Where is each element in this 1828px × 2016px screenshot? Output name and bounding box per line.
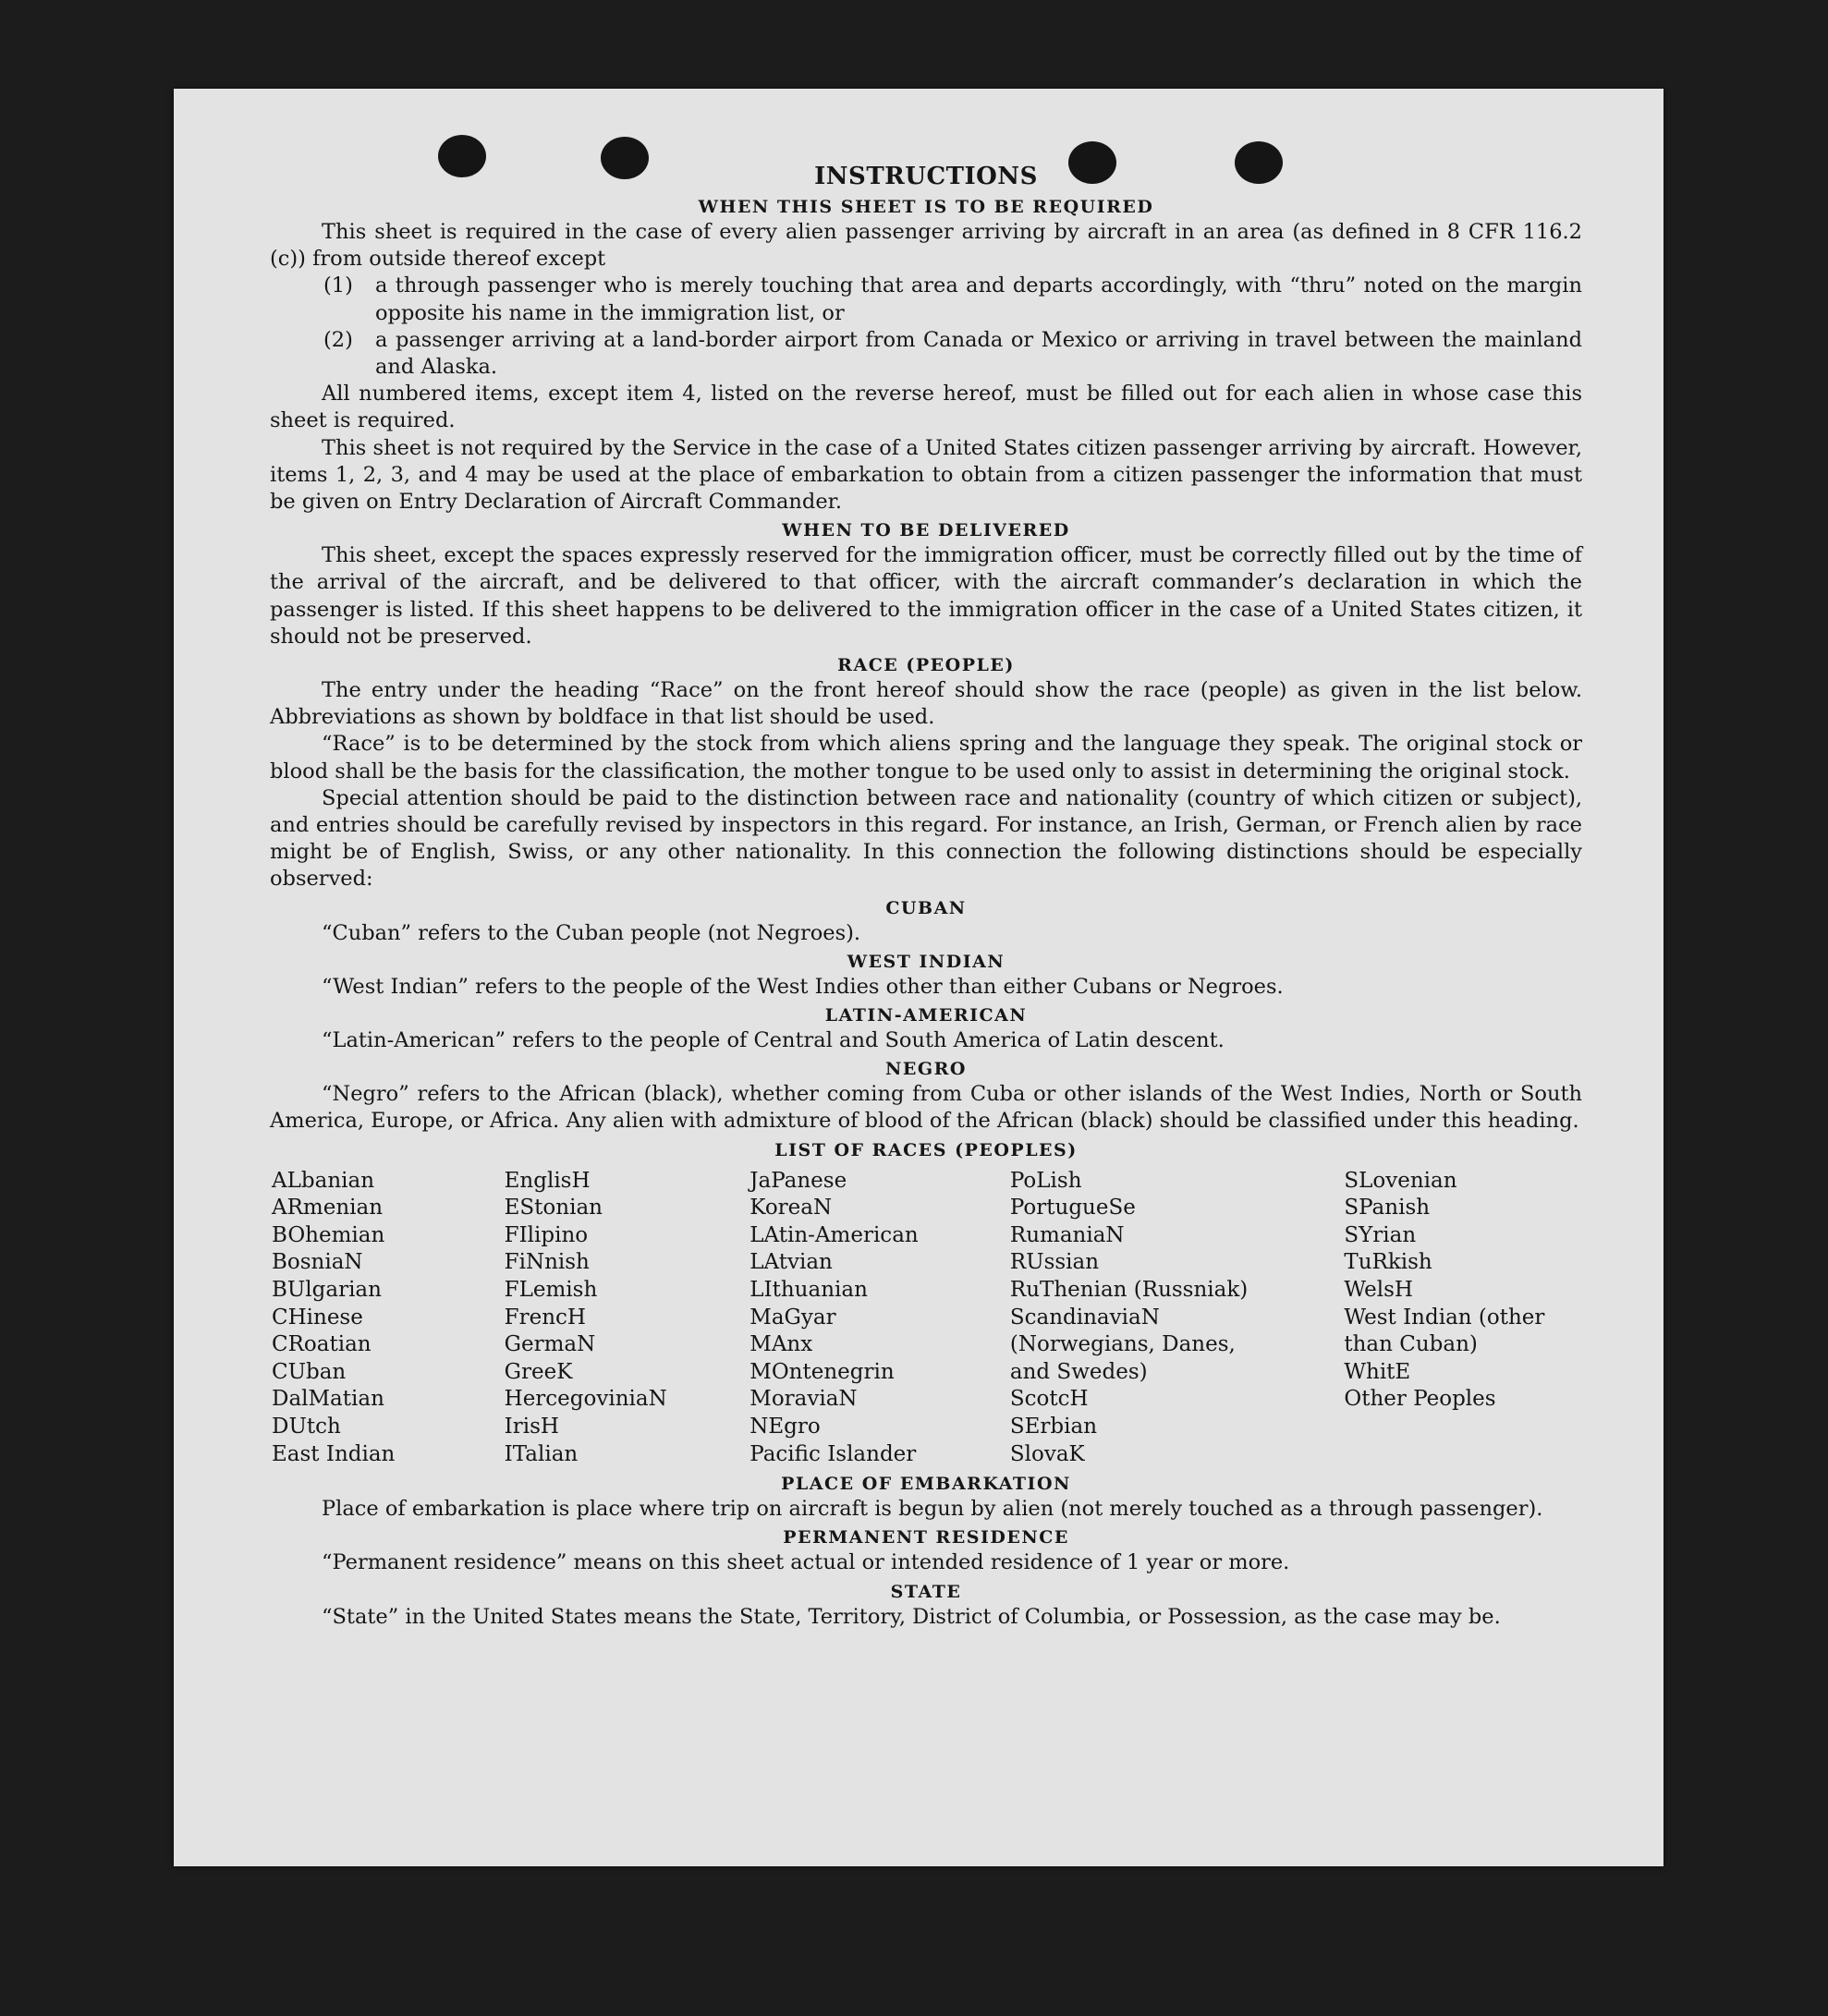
race-entry: TuRkish — [1344, 1250, 1432, 1275]
exception-item — [323, 327, 1582, 381]
race-entry: GreeK — [504, 1359, 573, 1384]
race-entry: BOhemian — [272, 1222, 385, 1247]
paragraph: “Negro” refers to the African (black), whether coming from Cuba or other islands of the West Indies, North or South America, Europe, or Africa. Any alien with admixture of blood of the African (black) should be classified under this heading. — [270, 1082, 1582, 1134]
race-entry: DalMatian — [272, 1387, 384, 1412]
race-entry: GermaN — [504, 1332, 596, 1357]
race-entry: SlovaK — [1009, 1441, 1085, 1466]
race-entry: HercegoviniaN — [504, 1387, 667, 1412]
race-entry: East Indian — [272, 1441, 396, 1466]
paragraph: This sheet, except the spaces expressly reserved for the immigration officer, must be correctly filled out by the time of the arrival of the aircraft, and be delivered to that officer, with the aircraft commander’s declaration in which the passenger is listed. If this sheet happens to be delivered to the immigration officer in the case of a United States citizen, it should not be preserved. — [270, 543, 1582, 649]
race-entry: BosniaN — [272, 1250, 363, 1275]
race-entry: RUssian — [1009, 1250, 1100, 1275]
race-entry: WhitE — [1344, 1359, 1411, 1384]
race-entry: PoLish — [1009, 1168, 1082, 1193]
paragraph: “West Indian” refers to the people of the West Indies other than either Cubans or Negroes. — [322, 974, 1284, 999]
section-heading-when-required: WHEN THIS SHEET IS TO BE REQUIRED — [698, 197, 1154, 217]
race-entry: West Indian (other than Cuban) — [1344, 1305, 1545, 1357]
section-heading-cuban: CUBAN — [885, 897, 967, 918]
race-entry: ARmenian — [272, 1196, 384, 1221]
race-entry: JaPanese — [749, 1168, 847, 1193]
paragraph: Place of embarkation is place where trip on aircraft is begun by alien (not merely touched as a through passenger). — [322, 1497, 1543, 1522]
race-column — [272, 1168, 505, 1469]
race-entry: LIthuanian — [749, 1278, 868, 1303]
section-heading-residence: PERMANENT RESIDENCE — [783, 1527, 1069, 1548]
race-column — [749, 1168, 1010, 1469]
race-column — [1010, 1168, 1344, 1469]
race-entry: PortugueSe — [1009, 1196, 1136, 1221]
race-entry: LAtin-American — [749, 1222, 919, 1247]
paragraph: The entry under the heading “Race” on the front hereof should show the race (people) as given in the list below. Abbreviations as shown by boldface in that list should be used. — [270, 678, 1582, 730]
section-heading-negro: NEGRO — [885, 1059, 967, 1080]
race-column — [505, 1168, 750, 1469]
instructions-content — [270, 161, 1582, 1631]
paragraph: “Latin-American” refers to the people of Central and South America of Latin descent. — [322, 1028, 1225, 1053]
race-entry: BUlgarian — [272, 1278, 382, 1303]
race-entry: SErbian — [1009, 1415, 1098, 1439]
race-entry: ScandinaviaN (Norwegians, Danes, and Swedes) — [1009, 1305, 1236, 1384]
race-entry: MAnx — [749, 1332, 813, 1357]
item-number: (2) — [323, 327, 353, 352]
paragraph: This sheet is required in the case of every alien passenger arriving by aircraft in an area (as defined in 8 CFR 116.2 (c)) from outside thereof except — [270, 220, 1582, 272]
race-entry: FLemish — [504, 1278, 598, 1303]
race-entry: IrisH — [504, 1415, 559, 1439]
section-heading-race: RACE (PEOPLE) — [837, 655, 1015, 676]
paragraph: “State” in the United States means the State, Territory, District of Columbia, or Possession, as the case may be. — [322, 1604, 1501, 1629]
section-heading-list-of-races: LIST OF RACES (PEOPLES) — [774, 1139, 1078, 1160]
race-entry: FiNnish — [504, 1250, 590, 1275]
race-entry: SYrian — [1344, 1222, 1417, 1247]
race-entry: MaGyar — [749, 1305, 836, 1330]
page-title: INSTRUCTIONS — [814, 163, 1038, 190]
race-entry: ITalian — [504, 1441, 579, 1466]
paragraph: “Race” is to be determined by the stock from which aliens spring and the language they speak. The original stock or blood shall be the basis for the classification, the mother tongue to be used only to assist in determining the original stock. — [270, 732, 1582, 783]
race-entry: EStonian — [504, 1196, 603, 1221]
item-text: a passenger arriving at a land-border airport from Canada or Mexico or arriving in travel between the mainland and Alaska. — [375, 327, 1582, 380]
race-entry: SPanish — [1344, 1196, 1431, 1221]
race-entry: CRoatian — [272, 1332, 372, 1357]
race-entry: FIlipino — [504, 1222, 589, 1247]
race-entry: FrencH — [504, 1305, 586, 1330]
section-heading-embarkation: PLACE OF EMBARKATION — [781, 1474, 1071, 1495]
race-entry: Pacific Islander — [749, 1441, 917, 1466]
section-heading-state: STATE — [890, 1581, 962, 1602]
race-entry: ScotcH — [1009, 1387, 1089, 1412]
race-entry: Other Peoples — [1344, 1387, 1496, 1412]
race-list — [272, 1168, 1582, 1469]
race-entry: RuThenian (Russniak) — [1009, 1278, 1249, 1303]
race-entry: DUtch — [272, 1415, 341, 1439]
exception-item — [323, 273, 1582, 326]
race-entry: CUban — [272, 1359, 347, 1384]
document-sheet — [174, 89, 1663, 1866]
race-entry: LAtvian — [749, 1250, 833, 1275]
section-heading-west-indian: WEST INDIAN — [847, 951, 1005, 972]
paragraph: “Permanent residence” means on this sheet actual or intended residence of 1 year or more. — [322, 1550, 1290, 1575]
paragraph: “Cuban” refers to the Cuban people (not Negroes). — [322, 920, 861, 945]
item-number: (1) — [323, 273, 353, 298]
race-entry: WelsH — [1344, 1278, 1413, 1303]
race-entry: CHinese — [272, 1305, 363, 1330]
race-column — [1344, 1168, 1582, 1469]
section-heading-when-delivered: WHEN TO BE DELIVERED — [782, 520, 1070, 541]
section-heading-latin-american: LATIN-AMERICAN — [824, 1005, 1028, 1026]
item-text: a through passenger who is merely touching that area and departs accordingly, with “thru” noted on the margin opposite his name in the immigration list, or — [375, 273, 1582, 325]
race-entry: ALbanian — [272, 1168, 375, 1193]
race-entry: EnglisH — [504, 1168, 591, 1193]
paragraph: This sheet is not required by the Service in the case of a United States citizen passenger arriving by aircraft. However, items 1, 2, 3, and 4 may be used at the place of embarkation to obtain from a citizen passenger the information that must be given on Entry Declaration of Aircraft Commander. — [270, 435, 1582, 515]
paragraph: Special attention should be paid to the distinction between race and nationality (country of which citizen or subject), and entries should be carefully revised by inspectors in this regard. For instance, an Irish, German, or French alien by race might be of English, Swiss, or any other nationality. In this connection the following distinctions should be especially observed: — [270, 785, 1582, 892]
race-entry: SLovenian — [1344, 1168, 1457, 1193]
race-entry: KoreaN — [749, 1196, 833, 1221]
race-entry: MoraviaN — [749, 1387, 858, 1412]
paragraph: All numbered items, except item 4, listed on the reverse hereof, must be filled out for each alien in whose case this sheet is required. — [270, 382, 1582, 433]
race-entry: MOntenegrin — [749, 1359, 895, 1384]
race-entry: RumaniaN — [1009, 1222, 1125, 1247]
race-entry: NEgro — [749, 1415, 821, 1439]
